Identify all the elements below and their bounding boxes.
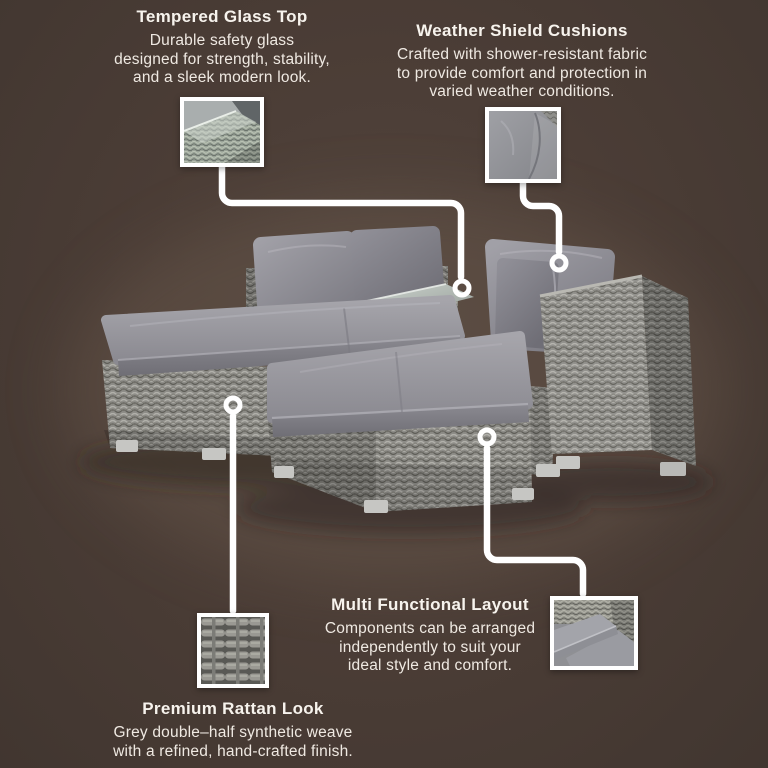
rattan-weave-image: [201, 617, 265, 684]
weather-shield-thumbnail: [485, 107, 561, 183]
callout-text-line: independently to suit your: [339, 638, 521, 656]
callout-text-line: to provide comfort and protection in: [396, 64, 648, 82]
callout-title: Weather Shield Cushions: [416, 21, 628, 40]
callout-text-line: with a refined, hand-crafted finish.: [113, 742, 353, 760]
callout-multi-functional-layout: [315, 595, 545, 676]
callout-text-line: Components can be arranged: [324, 620, 536, 637]
glass-table-corner-image: [184, 101, 260, 163]
callout-text-line: varied weather conditions.: [429, 83, 615, 100]
tempered-glass-thumbnail: [180, 97, 264, 167]
callout-text-line: Durable safety glass: [149, 32, 295, 49]
callout-text-line: designed for strength, stability,: [114, 50, 330, 68]
callout-premium-rattan-look: [93, 699, 373, 761]
cushion-arrangement-image: [554, 600, 634, 666]
callout-title: Premium Rattan Look: [142, 699, 324, 718]
callout-tempered-glass-top: [70, 7, 374, 88]
callout-text-line: Grey double–half synthetic weave: [113, 724, 353, 741]
cushion-corner-image: [489, 111, 557, 179]
callout-weather-shield-cushions: [370, 21, 674, 102]
sofa-arm-panel: [540, 276, 696, 476]
callout-text-line: and a sleek modern look.: [133, 69, 311, 86]
callout-title: Multi Functional Layout: [331, 595, 529, 614]
callout-text-line: Crafted with shower-resistant fabric: [396, 46, 648, 63]
multi-functional-thumbnail: [550, 596, 638, 670]
callout-title: Tempered Glass Top: [136, 7, 308, 26]
premium-rattan-thumbnail: [197, 613, 269, 688]
callout-text-line: ideal style and comfort.: [347, 657, 513, 674]
